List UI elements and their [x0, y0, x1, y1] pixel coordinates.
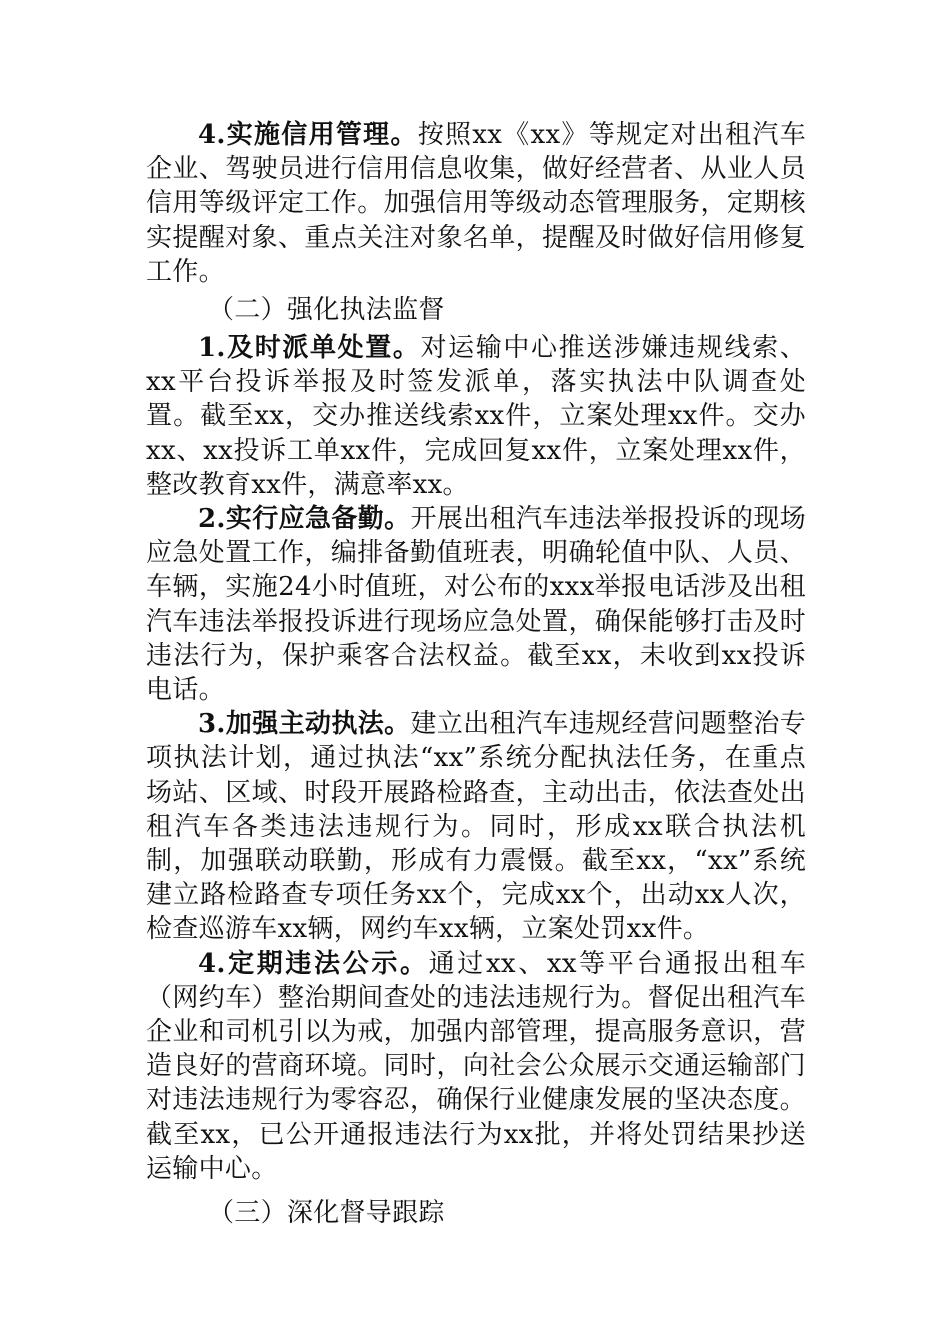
- paragraph-text: 通过xx、xx等平台通报出租车（网约车）整治期间查处的违法违规行为。督促出租汽车企业和司机引以为戒，加强内部管理，提高服务意识，营造良好的营商环境。同时，向社会公众展示交通运输部门对违法违规行为零容忍，确保行业健康发展的坚决态度。截至xx，已公开通报违法行为xx批，并将处罚结果抄送运输中心。: [146, 948, 807, 1184]
- paragraph-lead: 4.定期违法公示。: [198, 948, 429, 979]
- paragraph-text: 开展出租汽车违法举报投诉的现场应急处置工作，编排备勤值班表，明确轮值中队、人员、车辆，实施24小时值班，对公布的xxx举报电话涉及出租汽车违法举报投诉进行现场应急处置，确保能够打击及时违法行为，保护乘客合法权益。截至xx，未收到xx投诉电话。: [146, 504, 806, 706]
- document-page: [146, 118, 806, 1234]
- section-heading-supervision: （三）深化督导跟踪: [208, 1198, 445, 1229]
- paragraph-lead: 3.加强主动执法。: [198, 709, 411, 740]
- paragraph-emergency-duty: [146, 502, 806, 707]
- paragraph-dispatch: [146, 331, 806, 502]
- section-heading-enforcement: （二）强化执法监督: [208, 295, 445, 326]
- paragraph-lead: 1.及时派单处置。: [198, 333, 421, 364]
- paragraph-credit-management: [146, 118, 806, 289]
- paragraph-lead: 4.实施信用管理。: [198, 120, 418, 150]
- paragraph-lead: 2.实行应急备勤。: [198, 504, 411, 535]
- paragraph-public-notice: [146, 947, 806, 1186]
- paragraph-text: 建立出租汽车违规经营问题整治专项执法计划，通过执法“xx”系统分配执法任务，在重点场站、区域、时段开展路检路查，主动出击，依法查处出租汽车各类违法违规行为。同时，形成xx联合执法机制，加强联动联勤，形成有力震慑。截至xx，“xx”系统建立路检路查专项任务xx个，完成xx个，出动xx人次，检查巡游车xx辆，网约车xx辆，立案处罚xx件。: [146, 709, 806, 945]
- paragraph-text: 对运输中心推送涉嫌违规线索、xx平台投诉举报及时签发派单，落实执法中队调查处置。截至xx，交办推送线索xx件，立案处理xx件。交办xx、xx投诉工单xx件，完成回复xx件，立案处理xx件，整改教育xx件，满意率xx。: [146, 333, 807, 500]
- paragraph-text: 按照xx《xx》等规定对出租汽车企业、驾驶员进行信用信息收集，做好经营者、从业人员信用等级评定工作。加强信用等级动态管理服务，定期核实提醒对象、重点关注对象名单，提醒及时做好信用修复工作。: [146, 120, 807, 287]
- paragraph-active-enforcement: [146, 707, 806, 946]
